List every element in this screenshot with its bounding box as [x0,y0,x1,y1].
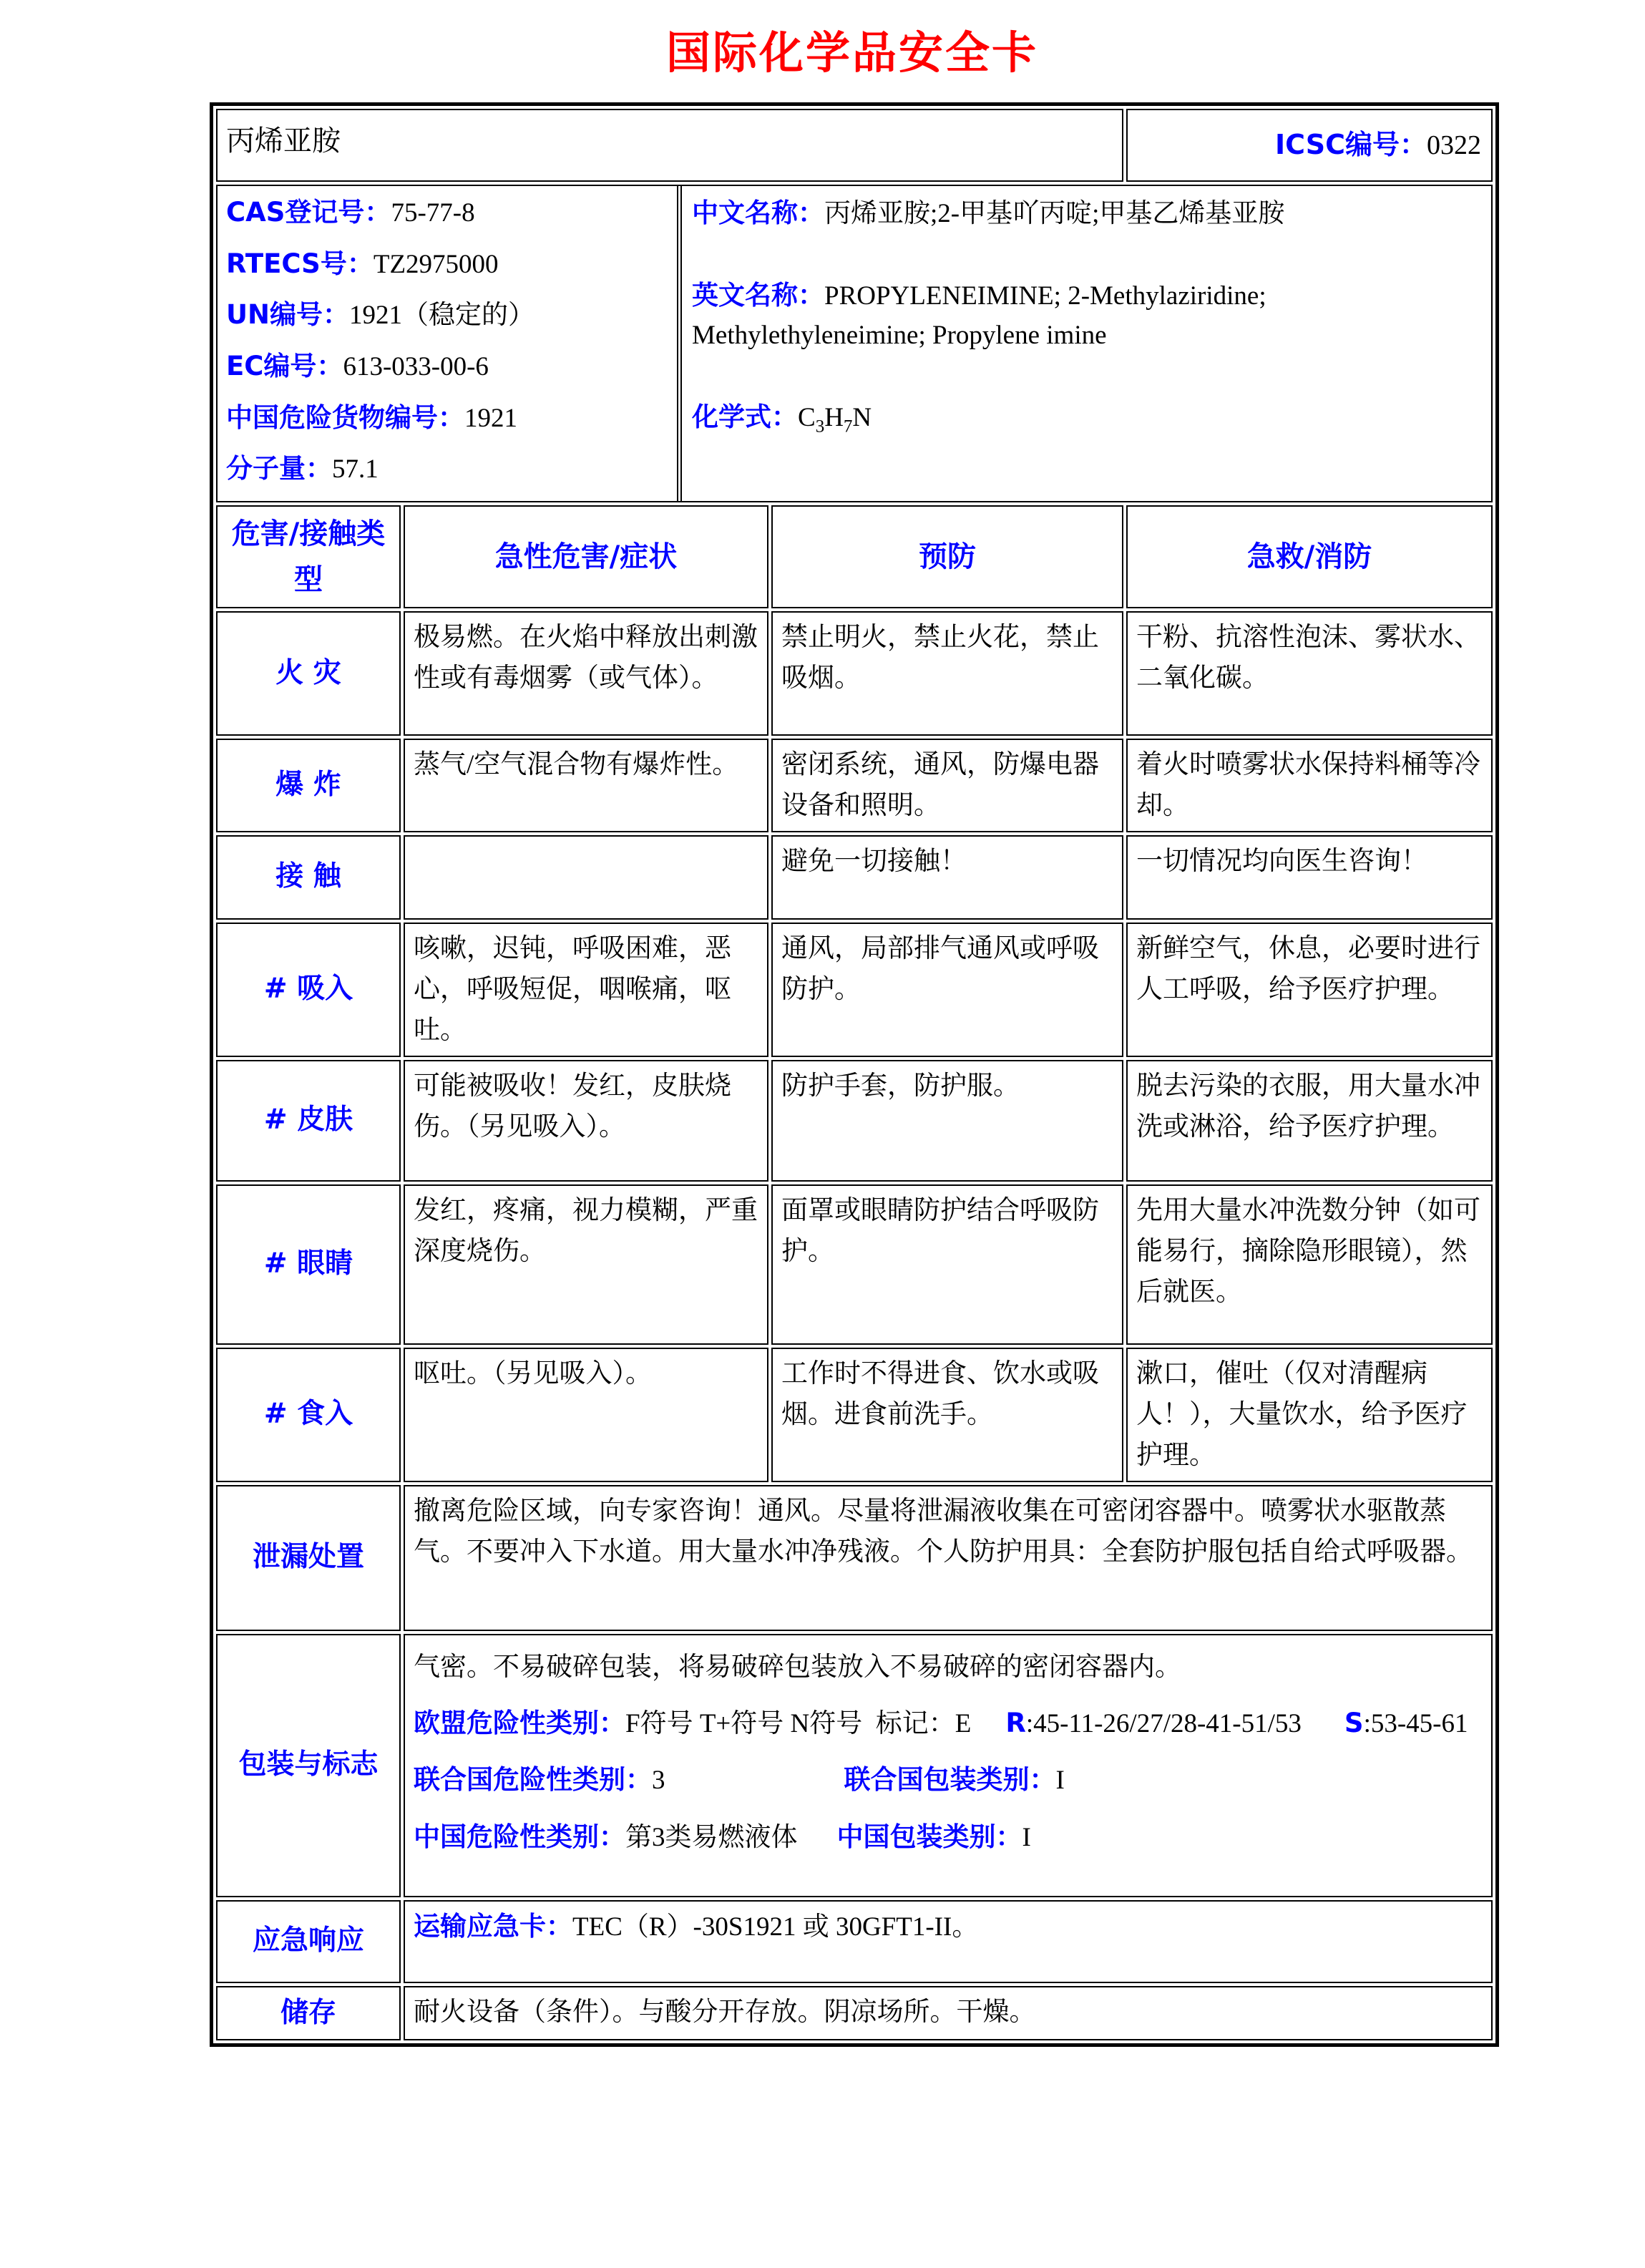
explosion-prevention: 密闭系统，通风，防爆电器设备和照明。 [771,739,1123,832]
s-phrase-value: :53-45-61 [1363,1709,1468,1739]
china-dg-line: 中国危险货物编号：1921 [226,401,517,433]
r-phrase-value: :45-11-26/27/28-41-51/53 [1025,1709,1302,1739]
spill-row [216,1485,1493,1631]
row-label-storage: 储存 [216,1986,401,2040]
inhalation-firstaid: 新鲜空气，休息，必要时进行人工呼吸，给予医疗护理。 [1126,923,1493,1057]
row-label-explosion: 爆 炸 [216,739,401,832]
safety-card-page [210,0,1495,2047]
contact-firstaid: 一切情况均向医生咨询！ [1126,835,1493,920]
r-phrase-label: R [1005,1708,1026,1739]
chinese-name-line: 中文名称：丙烯亚胺;2-甲基吖丙啶;甲基乙烯基亚胺 [692,198,1285,228]
packaging-line1: 气密。不易破碎包装，将易破碎包装放入不易破碎的密闭容器内。 [414,1652,1181,1682]
icsc-number: 0322 [1427,130,1481,161]
skin-firstaid: 脱去污染的衣服，用大量水冲洗或淋浴，给予医疗护理。 [1126,1060,1493,1182]
inhalation-symptoms: 咳嗽，迟钝，呼吸困难，恶心，呼吸短促，咽喉痛，呕吐。 [404,923,768,1057]
storage-row [216,1986,1493,2040]
col-header-hazard-type: 危害/接触类型 [216,505,401,608]
eu-class-line: 欧盟危险性类别：F符号 T+符号 N符号 标记：E R:45-11-26/27/28-41-51/53 S:53-45-61 [414,1708,1468,1739]
row-label-contact: 接 触 [216,835,401,920]
formula-line: 化学式：$C_3H_7N$ [692,401,872,436]
col-header-firstaid: 急救/消防 [1126,505,1493,608]
spill-text: 撤离危险区域，向专家咨询！通风。尽量将泄漏液收集在可密闭容器中。喷雾状水驱散蒸气。不要冲入下水道。用大量水冲净残液。个人防护用具：全套防护服包括自给式呼吸器。 [404,1485,1493,1631]
hazard-row-skin [216,1060,1493,1182]
transport-card-value: TEC（R）-30S1921 或 30GFT1-II。 [572,1912,979,1942]
row-label-skin: # 皮肤 [216,1060,401,1182]
hazard-row-eyes [216,1184,1493,1345]
emergency-content [404,1900,1493,1983]
contact-prevention: 避免一切接触！ [771,835,1123,920]
cas-line: CAS登记号：75-77-8 [226,197,475,228]
icsc-cell [1126,109,1493,182]
safety-card-table [210,102,1499,2047]
chemical-formula: $C_3H_7N$ [798,402,872,436]
hazard-row-explosion [216,739,1493,832]
row-label-inhalation: # 吸入 [216,923,401,1057]
inhalation-prevention: 通风，局部排气通风或呼吸防护。 [771,923,1123,1057]
row-label-packaging: 包装与标志 [216,1634,401,1897]
page-title: 国际化学品安全卡 [665,26,1038,79]
explosion-symptoms: 蒸气/空气混合物有爆炸性。 [404,739,768,832]
identification-cell [216,185,1493,502]
english-name-line: 英文名称：PROPYLENEIMINE; 2-Methylaziridine; Methylethyleneimine; Propylene imine [692,279,1266,350]
row-label-eyes: # 眼睛 [216,1184,401,1345]
id-names-section [680,186,1491,501]
fire-firstaid: 干粉、抗溶性泡沫、雾状水、二氧化碳。 [1126,611,1493,736]
row-label-fire: 火 灾 [216,611,401,736]
hazard-header-row [216,505,1493,608]
un-class-line: 联合国危险性类别：3 联合国包装类别：I [414,1764,1065,1796]
skin-prevention: 防护手套，防护服。 [771,1060,1123,1182]
hazard-row-contact [216,835,1493,920]
fire-prevention: 禁止明火，禁止火花，禁止吸烟。 [771,611,1123,736]
storage-text: 耐火设备（条件）。与酸分开存放。阴凉场所。干燥。 [404,1986,1493,2040]
cn-class-line: 中国危险性类别：第3类易燃液体 中国包装类别：I [414,1821,1031,1852]
ingestion-prevention: 工作时不得进食、饮水或吸烟。进食前洗手。 [771,1348,1123,1482]
hazard-row-fire [216,611,1493,736]
icsc-label: ICSC编号： [1275,129,1427,161]
hazard-row-ingestion [216,1348,1493,1482]
row-label-ingestion: # 食入 [216,1348,401,1482]
s-phrase-label: S [1344,1708,1364,1739]
eyes-firstaid: 先用大量水冲洗数分钟（如可能易行，摘除隐形眼镜），然后就医。 [1126,1184,1493,1345]
chemical-name: 丙烯亚胺 [226,125,341,157]
col-header-symptoms: 急性危害/症状 [404,505,768,608]
ingestion-firstaid: 漱口，催吐（仅对清醒病人！），大量饮水，给予医疗护理。 [1126,1348,1493,1482]
eyes-prevention: 面罩或眼睛防护结合呼吸防护。 [771,1184,1123,1345]
contact-symptoms [404,835,768,920]
fire-symptoms: 极易燃。在火焰中释放出刺激性或有毒烟雾（或气体）。 [404,611,768,736]
hazard-row-inhalation [216,923,1493,1057]
rtecs-line: RTECS号：TZ2975000 [226,248,499,279]
transport-card-label: 运输应急卡： [414,1910,572,1942]
col-header-prevention: 预防 [771,505,1123,608]
explosion-firstaid: 着火时喷雾状水保持料桶等冷却。 [1126,739,1493,832]
title-row [216,109,1493,182]
row-label-spill: 泄漏处置 [216,1485,401,1631]
eyes-symptoms: 发红，疼痛，视力模糊，严重深度烧伤。 [404,1184,768,1345]
id-numbers-section [218,186,678,501]
mol-weight-line: 分子量：57.1 [226,453,379,485]
identification-row [216,185,1493,502]
ec-line: EC编号：613-033-00-6 [226,350,489,381]
packaging-content [404,1634,1493,1897]
skin-symptoms: 可能被吸收！发红，皮肤烧伤。（另见吸入）。 [404,1060,768,1182]
packaging-row [216,1634,1493,1897]
ingestion-symptoms: 呕吐。（另见吸入）。 [404,1348,768,1482]
row-label-emergency: 应急响应 [216,1900,401,1983]
emergency-row [216,1900,1493,1983]
chemical-name-cell [216,109,1123,182]
un-line: UN编号：1921（稳定的） [226,299,535,331]
